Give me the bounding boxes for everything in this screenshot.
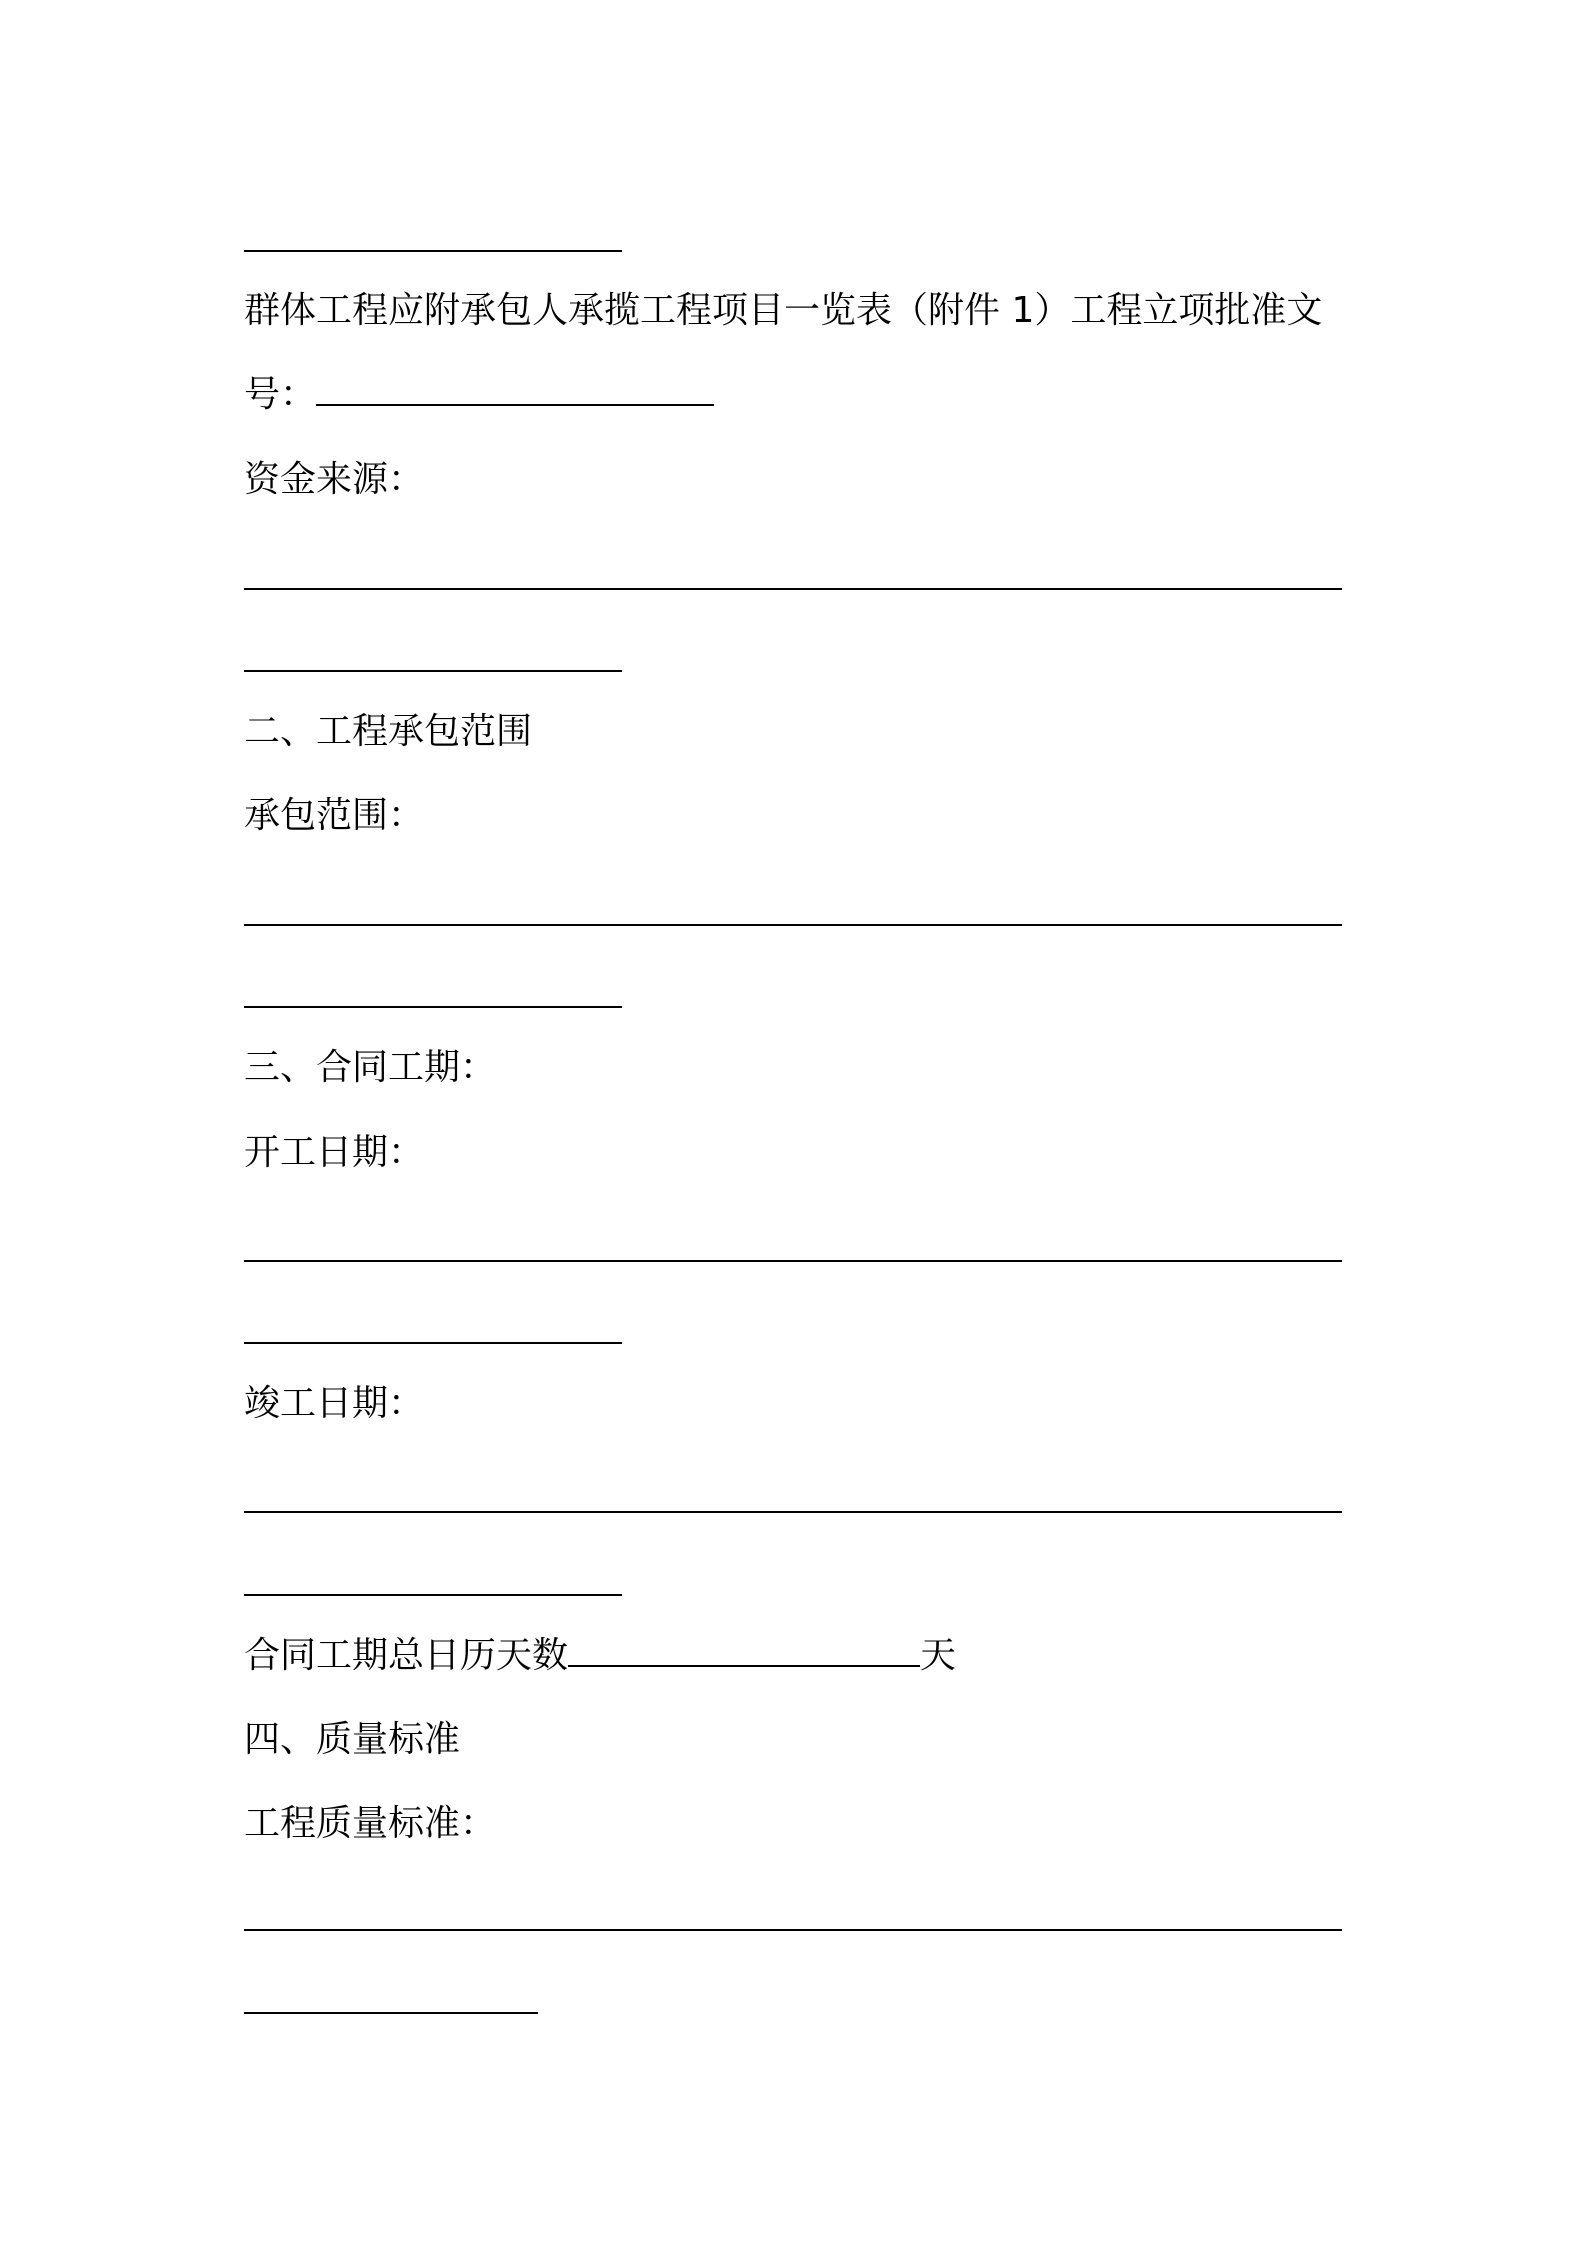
section-3-heading: 三、合同工期： — [244, 1047, 497, 1088]
start-date-label: 开工日期： — [244, 1132, 425, 1173]
start-date-blank-full[interactable] — [244, 1260, 1342, 1262]
total-days-field[interactable] — [568, 1635, 920, 1667]
total-days-label: 合同工期总日历天数 — [244, 1635, 569, 1676]
approval-number-row — [244, 373, 714, 417]
scope-label: 承包范围： — [244, 795, 425, 836]
completion-date-blank-short[interactable] — [244, 1594, 622, 1596]
approval-number-label: 号： — [244, 374, 317, 415]
blank-line — [244, 250, 622, 252]
scope-blank-short[interactable] — [244, 1006, 622, 1008]
approval-number-field[interactable] — [316, 374, 714, 406]
fund-source-blank-full[interactable] — [244, 588, 1342, 590]
section-4-heading: 四、质量标准 — [244, 1719, 461, 1760]
project-list-line: 群体工程应附承包人承揽工程项目一览表（附件 1）工程立项批准文 — [244, 290, 1323, 331]
quality-blank-full[interactable] — [244, 1929, 1342, 1931]
fund-source-blank-short[interactable] — [244, 670, 622, 672]
fund-source-label: 资金来源： — [244, 459, 425, 500]
quality-blank-short[interactable] — [244, 2012, 538, 2014]
completion-date-label: 竣工日期： — [244, 1383, 425, 1424]
start-date-blank-short[interactable] — [244, 1342, 622, 1344]
total-days-unit: 天 — [920, 1635, 957, 1676]
total-days-row — [244, 1634, 956, 1678]
completion-date-blank-full[interactable] — [244, 1511, 1342, 1513]
scope-blank-full[interactable] — [244, 924, 1342, 926]
quality-label: 工程质量标准： — [244, 1803, 497, 1844]
section-2-heading: 二、工程承包范围 — [244, 711, 533, 752]
